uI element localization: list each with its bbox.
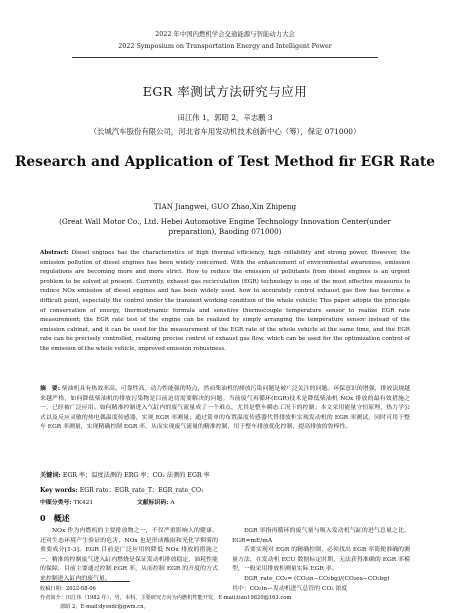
english-affiliation: (Great Wall Motor Co., Ltd. Hebei Automotive Engine Technology Innovation Center(under preparation), Baoding 071000) xyxy=(59,217,391,236)
chinese-abstract xyxy=(40,384,410,433)
abstract-cn-label: 摘 要: xyxy=(40,385,60,392)
conference-header-cn: 2022 年中国内燃机学会交通能源与智能动力大会 xyxy=(155,30,295,38)
doc-code-label: 文献标识码: xyxy=(136,499,169,506)
footnote-author: 作者简介：田江伟（1982 年），男，本科，主要研究方向为内燃机性能开发，E-mail:tian19820@163.com xyxy=(40,595,292,601)
keywords-cn xyxy=(40,470,410,479)
footnote-extra: 郭昭 2，E-mail:dysndc@gwm.cn。 xyxy=(60,604,149,610)
keywords-cn-text: EGR 率；温度法测的 ERG 率；CO₂ 法测的 EGR 率 xyxy=(62,472,210,479)
clc-value: TK421 xyxy=(73,500,94,506)
footnote-rule xyxy=(40,581,130,582)
abstract-cn-text: 柴油机具有热效率高、可靠性高、动力性能强的特点，然而柴油机的排放污染问题是被广泛关注的问题。环保意识的增强，排放法规越来越严格，如何降低柴油机的排放污染物是目前迫切需要解决的问题。当前废气再循环(EGR)技术是降低柴油机 NOx 排放的最有效措施之一，已经被广泛应用。如何精准控制进入气缸内的废气流量成了一个难点，尤其是整车瞬态工况下的控制；本文采用能量守恒原理、热力学公式以及反应灵敏的热电偶温度传感器，实现 EGR 率测量；通过简单的布置温度传感器代替排放柜实现发动机的 EGR 率测试，同时可用于整车 EGR 率测量，实现精确控制 EGR 率，从而实现废气流量的精准控制，用于整车排放优化控制，提高排放的鲁棒性。 xyxy=(40,386,410,431)
chinese-authors: 田江伟 1，郭昭 2，辛志鹏 3 xyxy=(177,113,273,122)
abstract-label: Abstract: xyxy=(40,250,69,256)
keywords-en xyxy=(40,485,410,494)
classification-line xyxy=(40,497,410,506)
english-authors: TIAN Jiangwei, GUO Zhao,Xin Zhipeng xyxy=(153,202,297,211)
keywords-en-label: Key words: xyxy=(40,487,78,494)
header-rule xyxy=(72,57,378,58)
equation-note: 其中：CO₂in—发动机进气总管的 CO₂ 浓度 xyxy=(232,585,348,592)
doc-code-value: A xyxy=(170,500,175,506)
body-left-column xyxy=(40,527,218,585)
equation: EGR_rate_CO₂= (CO₂in−CO₂bg)/(CO₂ex−CO₂bg) xyxy=(244,575,390,582)
conference-header-en: 2022 Symposium on Transportation Energy and Intelligent Power xyxy=(118,42,332,50)
chinese-affiliation: （长城汽车股份有限公司，河北省车用发动机技术创新中心（筹），保定 071000） xyxy=(89,127,361,136)
keywords-cn-label: 关键词: xyxy=(40,472,61,479)
abstract-text: Diesel engines has the characteristics of high thermal efficiency, high reliability and strong power, However, the emission pollution of diesel engines has been widely concerned. With the enhancement of environmental awareness, emission regulations are becoming more and more strict. How to reduce the emission of pollutants from diesel engines is an urgent problem to be solved at present. Currently, exhaust gas recirculation (EGR) technology is one of the most effective measures to reduce NOx emission of diesel engines and has been widely used. how to accurately control exhaust gas flow has become a difficult point, especially the control under the transient working condition of the whole vehicle; This paper adopts the principle of conservation of energy, thermodynamic formula and sensitive thermocouple temperature sensor to realize EGR rate measurement; the EGR rate test of the engine can be realized by simply arranging the temperature sensor instead of the emission cabinet, and it can be used for the measurement of the EGR rate of the whole vehicle at the same time, and the EGR rate can be precisely controlled, realizing precise control of exhaust gas flow, which can be used for the optimization control of the emission of the whole vehicle, improved emission robustness. xyxy=(40,250,410,352)
section-heading: 0 概述 xyxy=(40,513,70,523)
body-paragraph: EGR 率指再循环的废气量与吸入发动机气缸的进气总量之比，EGR=mE/mA xyxy=(232,528,410,544)
keywords-en-text: EGR rate；EGR_rate_T；EGR_rate_CO₂ xyxy=(79,487,204,494)
english-abstract xyxy=(40,249,410,355)
body-paragraph: NOx 作为内燃机的主要排放物之一，不仅严重影响人的健康，还对生态环境产生验证的危害，NOx 也是形成酸雨和光化学烟雾的重要成分[1-3]。EGR 目前是广泛应用的降低 NOx 排放的措施之一，精准的控制废气进入缸内燃烧是保证发动机排放稳定，油耗性能的保障，目前主要通过控制 EGR 率，从而控制 EGR 的开度的方式来控制进入缸内的废气量。 xyxy=(40,528,218,582)
body-paragraph: 若要实现对 EGR 的精确控制，必须找出 EGR 率简便准确的测量方法，在发动机 ECU 数据标定时期，无法获得准确的 EGR 率模型，一般采用排放柜测量实际 EGR 率。 xyxy=(232,547,410,573)
english-title: Research and Application of Test Method fir EGR Rate xyxy=(14,154,436,170)
chinese-title: EGR 率测试方法研究与应用 xyxy=(142,84,308,99)
clc-label: 中图分类号: xyxy=(40,499,72,506)
footnote-received: 收稿日期：2022-08-06 xyxy=(40,586,96,592)
